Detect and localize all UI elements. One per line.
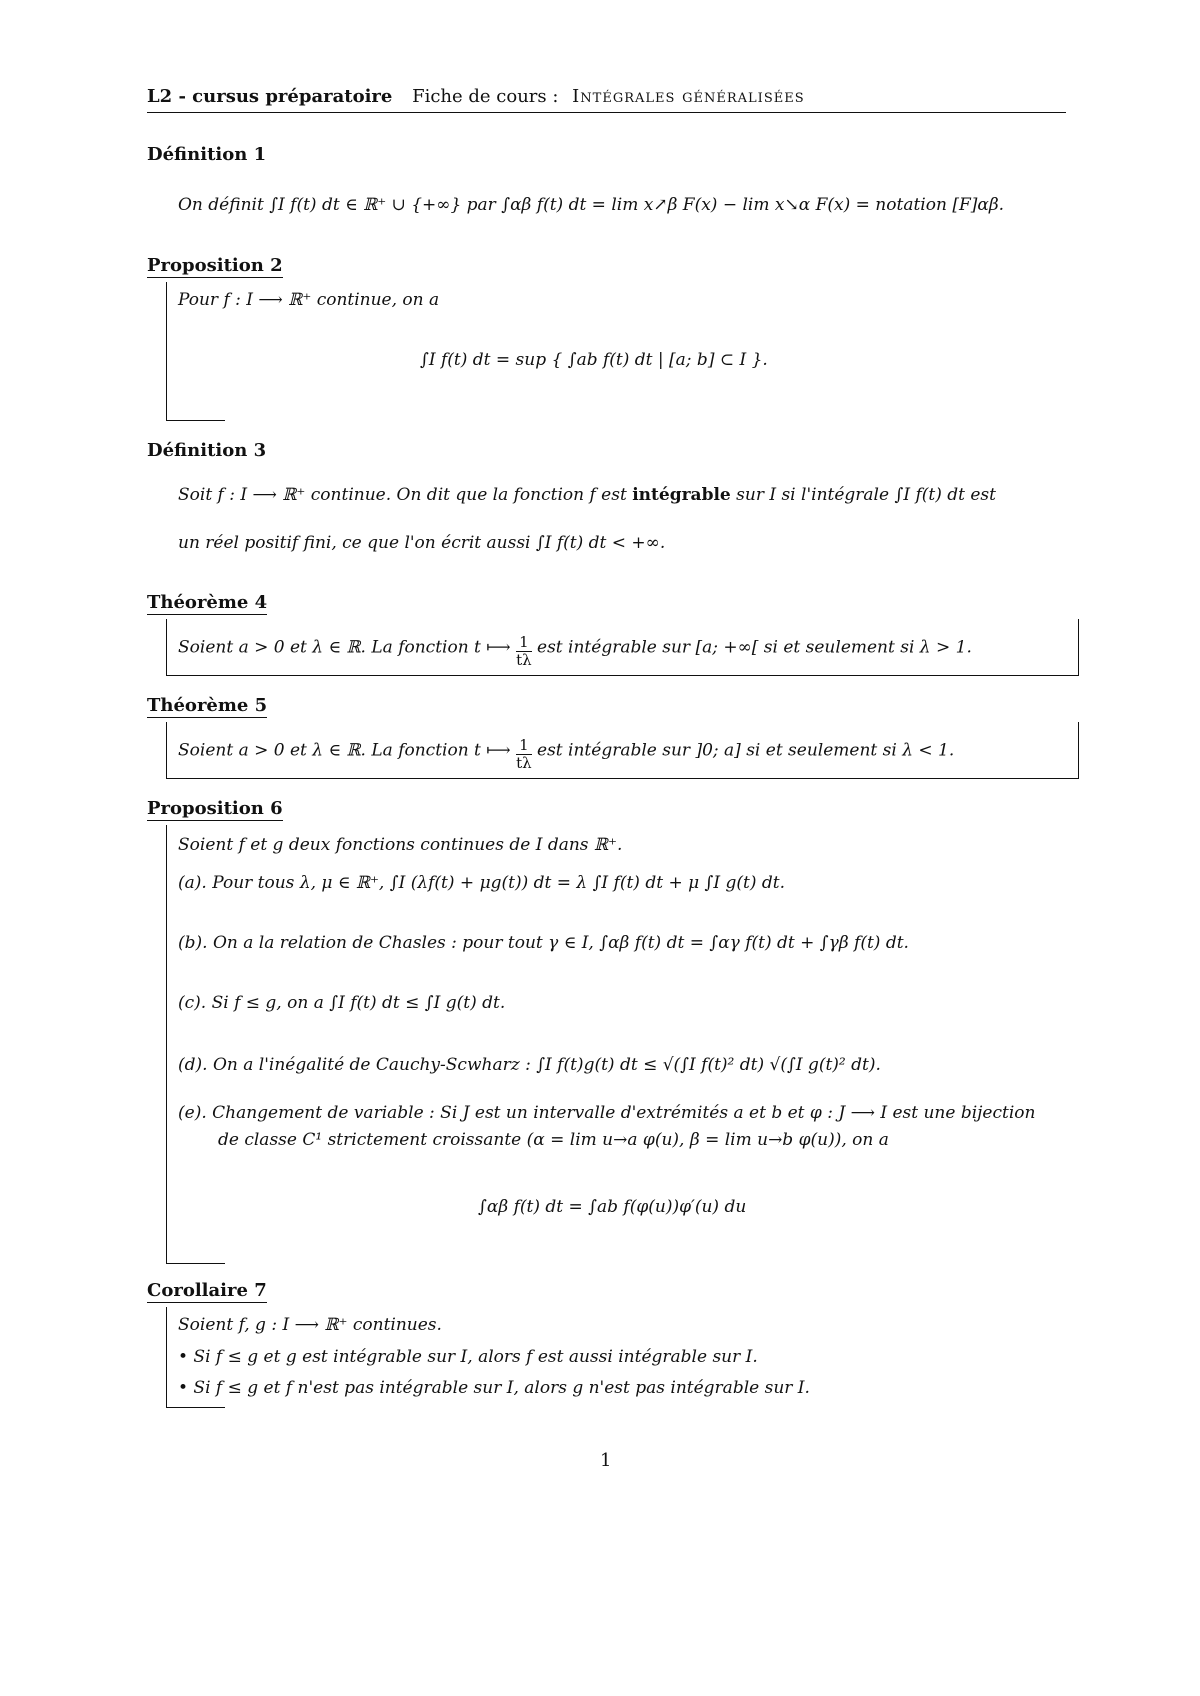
- theorem-5-fraction-denominator: tλ: [516, 753, 532, 772]
- theorem-5-text: [178, 737, 954, 771]
- page-number: 1: [600, 1450, 612, 1471]
- theorem-4-fraction-numerator: 1: [516, 634, 532, 652]
- theorem-4-title: Théorème 4: [147, 592, 268, 613]
- theorem-5-text-a: Soient a > 0 et λ ∈ ℝ. La fonction t ⟼: [178, 740, 511, 761]
- definition-1-title: Définition 1: [147, 144, 267, 165]
- proposition-2-title: Proposition 2: [147, 255, 283, 276]
- theorem-4-fraction: [516, 634, 532, 668]
- theorem-4-text-b: est intégrable sur [a; +∞[ si et seulement si λ > 1.: [537, 637, 972, 658]
- corollary-7-intro: Soient f, g : I ⟶ ℝ⁺ continues.: [178, 1315, 442, 1335]
- proposition-6-item-c: (c). Si f ≤ g, on a ∫I f(t) dt ≤ ∫I g(t) dt.: [178, 993, 506, 1013]
- proposition-2-line: Pour f : I ⟶ ℝ⁺ continue, on a: [178, 290, 440, 310]
- theorem-5-title: Théorème 5: [147, 695, 268, 716]
- proposition-6-title: Proposition 6: [147, 798, 283, 819]
- sheet-topic: Intégrales généralisées: [572, 86, 805, 107]
- proposition-6-item-e-formula: ∫αβ f(t) dt = ∫ab f(φ(u))φ′(u) du: [478, 1197, 747, 1217]
- proposition-6-intro: Soient f et g deux fonctions continues de I dans ℝ⁺.: [178, 835, 623, 855]
- definition-3-text-a: Soit f : I ⟶ ℝ⁺ continue. On dit que la fonction f est: [178, 485, 627, 505]
- definition-3-line-1: [178, 485, 996, 505]
- theorem-4-fraction-denominator: tλ: [516, 650, 532, 669]
- page-header: [147, 86, 1066, 113]
- theorem-5-fraction: [516, 737, 532, 771]
- sheet-label: Fiche de cours :: [412, 86, 559, 107]
- definition-3-keyword: intégrable: [632, 485, 731, 505]
- proposition-6-item-b: (b). On a la relation de Chasles : pour tout γ ∈ I, ∫αβ f(t) dt = ∫αγ f(t) dt + ∫γβ f(t) dt.: [178, 933, 909, 953]
- corollary-7-bullet-2: • Si f ≤ g et f n'est pas intégrable sur I, alors g n'est pas intégrable sur I.: [178, 1378, 810, 1398]
- corollary-7-bullet-1: • Si f ≤ g et g est intégrable sur I, alors f est aussi intégrable sur I.: [178, 1347, 758, 1367]
- proposition-6-item-a: (a). Pour tous λ, μ ∈ ℝ⁺, ∫I (λf(t) + μg(t)) dt = λ ∫I f(t) dt + μ ∫I g(t) dt.: [178, 873, 786, 893]
- definition-3-line-2: un réel positif fini, ce que l'on écrit aussi ∫I f(t) dt < +∞.: [178, 533, 666, 553]
- corollary-7-title: Corollaire 7: [147, 1280, 267, 1301]
- proposition-2-formula: ∫I f(t) dt = sup { ∫ab f(t) dt | [a; b] ⊂ I }.: [420, 350, 768, 370]
- theorem-5-text-b: est intégrable sur ]0; a] si et seulement si λ < 1.: [537, 740, 955, 761]
- theorem-4-text: [178, 634, 972, 668]
- proposition-6-item-d: (d). On a l'inégalité de Cauchy-Scwharz : ∫I f(t)g(t) dt ≤ √(∫I f(t)² dt) √(∫I g(t)² dt).: [178, 1055, 881, 1075]
- course-name: L2 - cursus préparatoire: [147, 86, 393, 107]
- theorem-4-text-a: Soient a > 0 et λ ∈ ℝ. La fonction t ⟼: [178, 637, 511, 658]
- theorem-5-fraction-numerator: 1: [516, 737, 532, 755]
- proposition-6-item-e-line-2: de classe C¹ strictement croissante (α = lim u→a φ(u), β = lim u→b φ(u)), on a: [218, 1130, 889, 1150]
- proposition-6-item-e-line-1: (e). Changement de variable : Si J est un intervalle d'extrémités a et b et φ : J ⟶ I est une bijection: [178, 1103, 1036, 1123]
- definition-3-text-b: sur I si l'intégrale ∫I f(t) dt est: [736, 485, 996, 505]
- definition-1-text: On définit ∫I f(t) dt ∈ ℝ⁺ ∪ {+∞} par ∫αβ f(t) dt = lim x↗β F(x) − lim x↘α F(x) = notation [F]αβ.: [178, 195, 1005, 215]
- definition-3-title: Définition 3: [147, 440, 267, 461]
